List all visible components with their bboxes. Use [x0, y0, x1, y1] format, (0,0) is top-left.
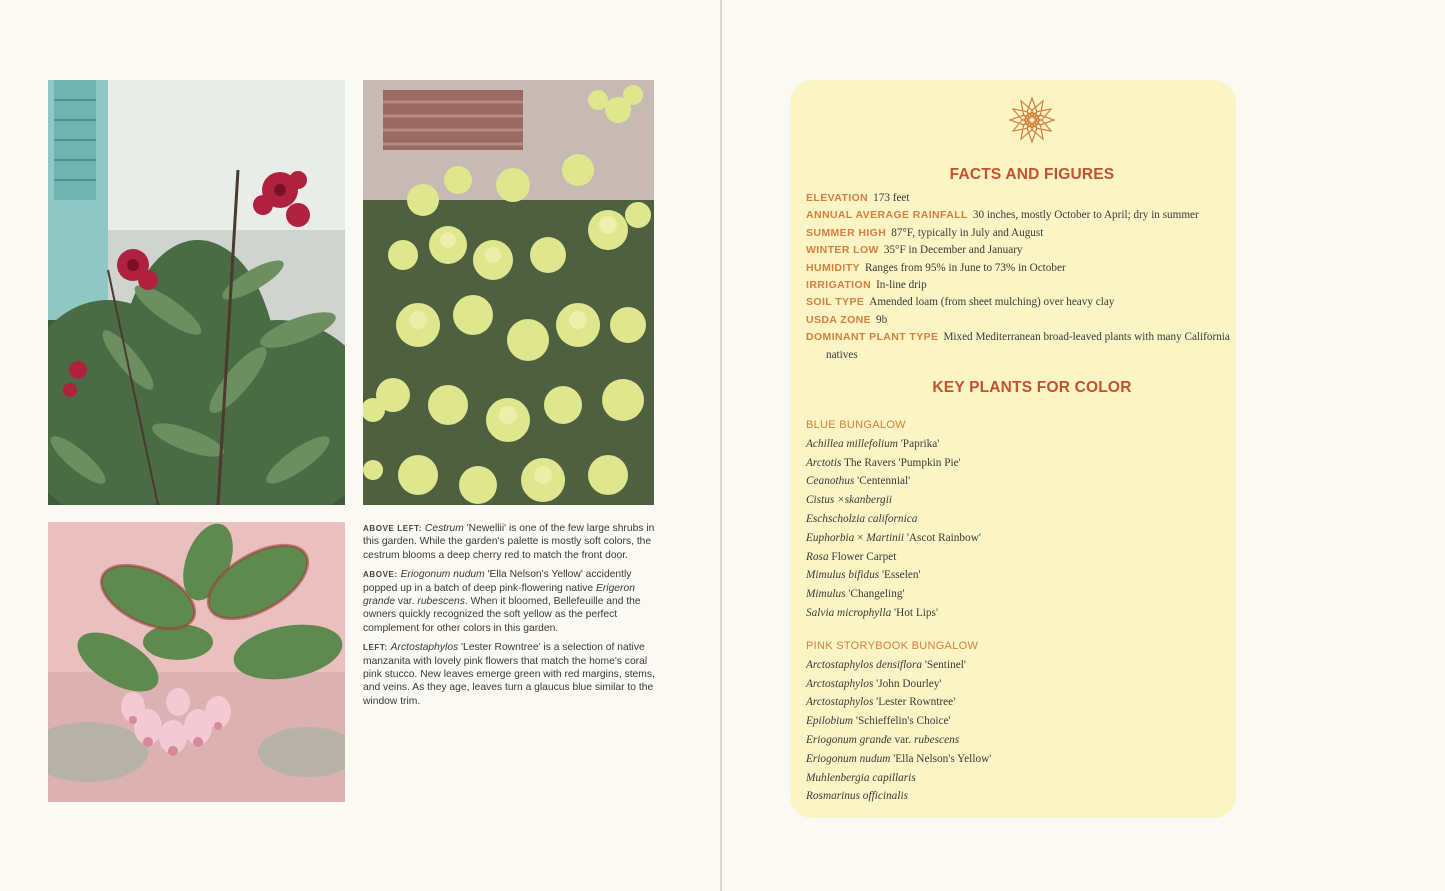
fact-row	[806, 312, 1236, 329]
plant-cultivar: 'Schieffelin's Choice'	[853, 715, 951, 728]
plant-genus: Euphorbia	[806, 531, 855, 544]
photo-captions	[363, 522, 655, 714]
plant-cultivar: 'Changeling'	[845, 588, 905, 601]
plant-genus: Arctostaphylos	[806, 677, 874, 690]
blue-bungalow-list	[806, 416, 1226, 623]
fact-row	[806, 225, 1236, 242]
fact-row	[806, 242, 1236, 259]
fact-value: 35°F in December and January	[883, 244, 1023, 257]
fact-row	[806, 190, 1236, 207]
fact-label: IRRIGATION	[806, 279, 872, 292]
caption-above-left	[363, 522, 655, 562]
plant-genus: Eriogonum grande	[806, 733, 892, 746]
plant-item	[806, 750, 1226, 769]
fact-value: 87°F, typically in July and August	[891, 226, 1044, 239]
fact-value: 30 inches, mostly October to April; dry in summer	[972, 209, 1199, 222]
plant-genus: Rosa	[806, 550, 829, 563]
caption-italic: Erigeron grande	[363, 582, 635, 608]
plant-genus: Eschscholzia californica	[806, 512, 918, 525]
plant-item	[806, 604, 1226, 623]
plant-cultivar: 'Ella Nelson's Yellow'	[890, 752, 992, 765]
plant-genus: Cistus ×skanbergii	[806, 494, 892, 507]
plant-item	[806, 472, 1226, 491]
plant-cultivar: Flower Carpet	[828, 550, 897, 563]
fact-value: 9b	[876, 313, 888, 326]
plant-genus: rubescens	[913, 733, 960, 746]
fact-row	[806, 329, 1236, 364]
plant-cultivar: 'Esselen'	[879, 569, 921, 582]
plant-cultivar: 'Sentinel'	[922, 658, 966, 671]
plant-cultivar: 'Lester Rowntree'	[873, 696, 956, 709]
caption-italic: Arctostaphylos	[390, 642, 459, 654]
plant-genus: Salvia microphylla	[806, 606, 892, 619]
eriogonum-photo	[363, 80, 654, 505]
caption-text: 'Ella Nelson's Yellow' accidently popped up in a batch of deep pink-flowering native	[363, 569, 632, 594]
fact-row	[806, 207, 1236, 224]
plant-item	[806, 454, 1226, 473]
caption-left	[363, 641, 655, 708]
key-plants-heading: KEY PLANTS FOR COLOR	[932, 379, 1132, 396]
plant-item	[806, 787, 1226, 806]
plant-genus: Eriogonum nudum	[806, 752, 891, 765]
group-title: PINK STORYBOOK BUNGALOW	[806, 640, 979, 652]
facts-heading: FACTS AND FIGURES	[949, 166, 1115, 183]
caption-above	[363, 568, 655, 635]
plant-item	[806, 769, 1226, 788]
plant-cultivar: 'Ascot Rainbow'	[904, 531, 981, 544]
plant-genus: Mimulus bifidus	[806, 569, 880, 582]
fact-row	[806, 294, 1236, 311]
plant-cultivar: The Ravers 'Pumpkin Pie'	[841, 456, 961, 469]
plant-genus: Martinii	[866, 531, 905, 544]
fact-value: Mixed Mediterranean broad-leaved plants with many California natives	[826, 331, 1230, 361]
cestrum-photo	[48, 80, 345, 505]
pink-storybook-list	[806, 637, 1226, 806]
plant-genus: Ceanothus	[806, 475, 855, 488]
fact-label: WINTER LOW	[806, 244, 879, 257]
fact-label: HUMIDITY	[806, 261, 860, 274]
group-title: BLUE BUNGALOW	[806, 419, 906, 431]
fact-label: ELEVATION	[806, 192, 869, 204]
plant-genus: Arctostaphylos	[806, 696, 874, 709]
caption-text: var.	[395, 596, 418, 608]
fact-value: Ranges from 95% in June to 73% in October	[864, 261, 1066, 274]
plant-item	[806, 712, 1226, 731]
sunflower-emblem-icon	[1008, 96, 1056, 144]
fact-row	[806, 277, 1236, 294]
fact-label: USDA ZONE	[806, 313, 872, 326]
plant-genus: Arctostaphylos densiflora	[806, 658, 922, 671]
plant-item	[806, 693, 1226, 712]
arctostaphylos-photo	[48, 522, 345, 802]
plant-cultivar: ×	[854, 531, 867, 544]
plant-cultivar: var.	[891, 733, 914, 746]
plant-cultivar: 'Centennial'	[854, 475, 911, 488]
caption-label: ABOVE LEFT:	[363, 524, 423, 533]
plant-genus: Rosmarinus officinalis	[806, 790, 908, 803]
book-gutter	[720, 0, 722, 891]
fact-value: Amended loam (from sheet mulching) over heavy clay	[869, 296, 1115, 309]
plant-item	[806, 585, 1226, 604]
caption-text: 'Lester Rowntree' is a selection of native manzanita with lovely pink flowers that match the home's coral pink stucco. New leaves emerge green with red margins, stems, and veins. As they age, leaves turn a glaucus blue similar to the window trim.	[363, 642, 655, 707]
plant-cultivar: 'Paprika'	[897, 437, 940, 450]
caption-label: LEFT:	[363, 643, 388, 653]
plant-cultivar: 'John Dourley'	[873, 677, 942, 690]
plant-item	[806, 510, 1226, 529]
plant-genus: Epilobium	[806, 715, 854, 728]
fact-row	[806, 260, 1236, 277]
plant-item	[806, 529, 1226, 548]
fact-label: DOMINANT PLANT TYPE	[806, 331, 939, 344]
fact-value: 173 feet	[873, 192, 910, 204]
plant-item	[806, 675, 1226, 694]
fact-value: In-line drip	[876, 279, 927, 292]
plant-item	[806, 566, 1226, 585]
plant-genus: Muhlenbergia capillaris	[806, 771, 916, 784]
fact-label: ANNUAL AVERAGE RAINFALL	[806, 209, 968, 222]
plant-cultivar: 'Hot Lips'	[891, 606, 938, 619]
plant-item	[806, 548, 1226, 567]
fact-label: SUMMER HIGH	[806, 226, 887, 239]
plant-genus: Arctotis	[806, 456, 842, 469]
caption-text: . When it bloomed, Bellefeuille and the owners quickly recognized the soft yellow as the perfect complement for other colors in this garden.	[363, 596, 641, 634]
caption-text: 'Newellii' is one of the few large shrubs in this garden. While the garden's palette is mostly soft colors, the cestrum blooms a deep cherry red to match the front door.	[363, 523, 655, 561]
plant-item	[806, 491, 1226, 510]
plant-genus: Achillea millefolium	[806, 437, 898, 450]
caption-italic: Eriogonum nudum	[400, 569, 485, 581]
plant-genus: Mimulus	[806, 588, 846, 601]
caption-italic: rubescens	[417, 596, 465, 608]
facts-list	[806, 190, 1236, 364]
plant-item	[806, 656, 1226, 675]
plant-item	[806, 435, 1226, 454]
caption-italic: Cestrum	[424, 523, 464, 534]
caption-label: ABOVE:	[363, 570, 398, 580]
plant-item	[806, 731, 1226, 750]
fact-label: SOIL TYPE	[806, 296, 865, 309]
